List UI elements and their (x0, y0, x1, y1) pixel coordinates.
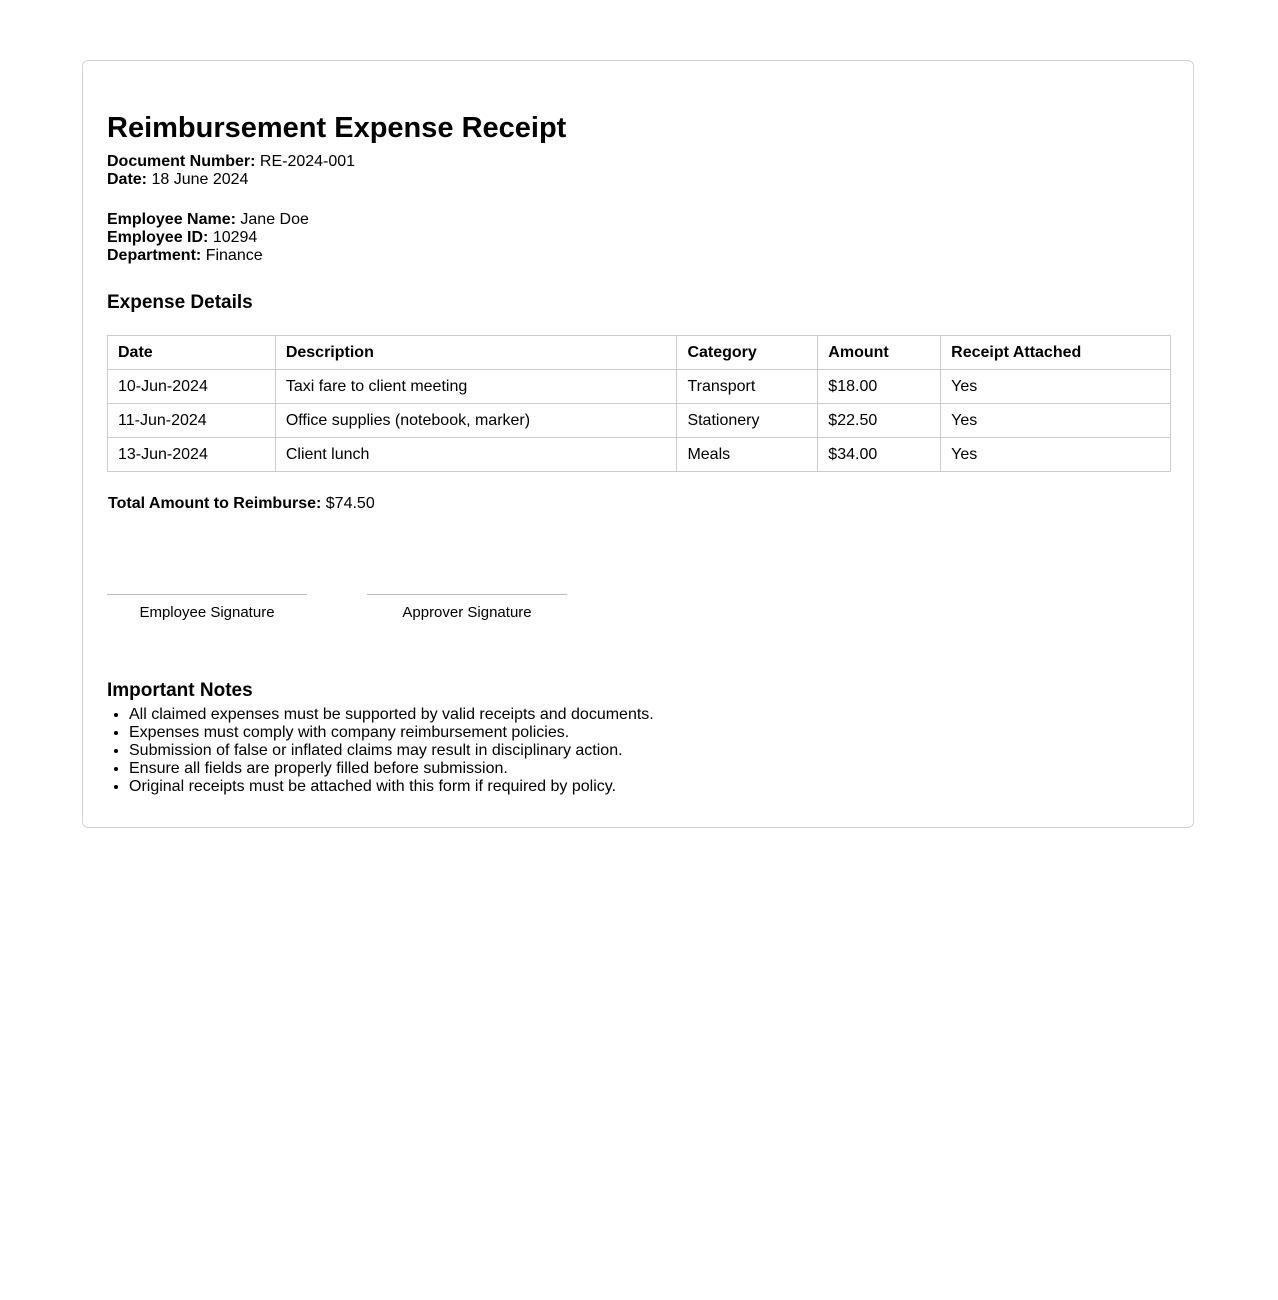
document-number-value: RE-2024-001 (259, 153, 356, 170)
document-number-line (107, 153, 355, 171)
department-value: Finance (205, 247, 263, 264)
total-amount-label: Total Amount to Reimburse: (108, 495, 322, 512)
cell-amount: $34.00 (818, 438, 941, 472)
employee-id-label: Employee ID: (107, 229, 209, 246)
department-label: Department: (107, 247, 202, 264)
employee-name-label: Employee Name: (107, 211, 236, 228)
table-header-row (108, 336, 1171, 370)
list-item: • All claimed expenses must be supported by valid receipts and documents. (129, 706, 654, 724)
important-notes-heading: Important Notes (107, 680, 253, 701)
employee-name-value: Jane Doe (240, 211, 309, 228)
cell-date: 13-Jun-2024 (108, 438, 276, 472)
approver-signature-line (367, 594, 567, 595)
cell-amount: $22.50 (818, 404, 941, 438)
employee-signature-label: Employee Signature (139, 604, 275, 621)
cell-receipt-attached: Yes (941, 370, 1171, 404)
expense-details-heading: Expense Details (107, 292, 253, 313)
cell-date: 11-Jun-2024 (108, 404, 276, 438)
cell-category: Transport (677, 370, 818, 404)
list-item: • Original receipts must be attached with this form if required by policy. (129, 778, 654, 796)
column-header-amount: Amount (818, 336, 941, 370)
column-header-receipt-attached: Receipt Attached (941, 336, 1171, 370)
list-item: • Ensure all fields are properly filled before submission. (129, 760, 654, 778)
column-header-category: Category (677, 336, 818, 370)
expense-table (107, 335, 1171, 472)
cell-description: Taxi fare to client meeting (275, 370, 677, 404)
list-item: • Expenses must comply with company reimbursement policies. (129, 724, 654, 742)
document-number-label: Document Number: (107, 153, 256, 170)
cell-description: Client lunch (275, 438, 677, 472)
table-row (108, 370, 1171, 404)
receipt-card (82, 60, 1194, 828)
cell-description: Office supplies (notebook, marker) (275, 404, 677, 438)
date-label: Date: (107, 171, 148, 188)
table-row (108, 404, 1171, 438)
total-amount (108, 495, 375, 513)
employee-name-line (107, 211, 309, 229)
column-header-description: Description (275, 336, 677, 370)
important-notes-list (107, 706, 654, 796)
cell-amount: $18.00 (818, 370, 941, 404)
approver-signature-block (367, 594, 567, 621)
employee-signature-line (107, 594, 307, 595)
cell-date: 10-Jun-2024 (108, 370, 276, 404)
department-line (107, 247, 263, 265)
employee-signature-block (107, 594, 307, 621)
employee-id-line (107, 229, 257, 247)
approver-signature-label: Approver Signature (402, 604, 532, 621)
table-row (108, 438, 1171, 472)
total-amount-value: $74.50 (325, 495, 375, 512)
cell-receipt-attached: Yes (941, 438, 1171, 472)
cell-category: Stationery (677, 404, 818, 438)
list-item: • Submission of false or inflated claims may result in disciplinary action. (129, 742, 654, 760)
date-line (107, 171, 248, 189)
document-title: Reimbursement Expense Receipt (107, 112, 567, 144)
column-header-date: Date (108, 336, 276, 370)
employee-id-value: 10294 (212, 229, 258, 246)
cell-category: Meals (677, 438, 818, 472)
cell-receipt-attached: Yes (941, 404, 1171, 438)
date-value: 18 June 2024 (151, 171, 249, 188)
